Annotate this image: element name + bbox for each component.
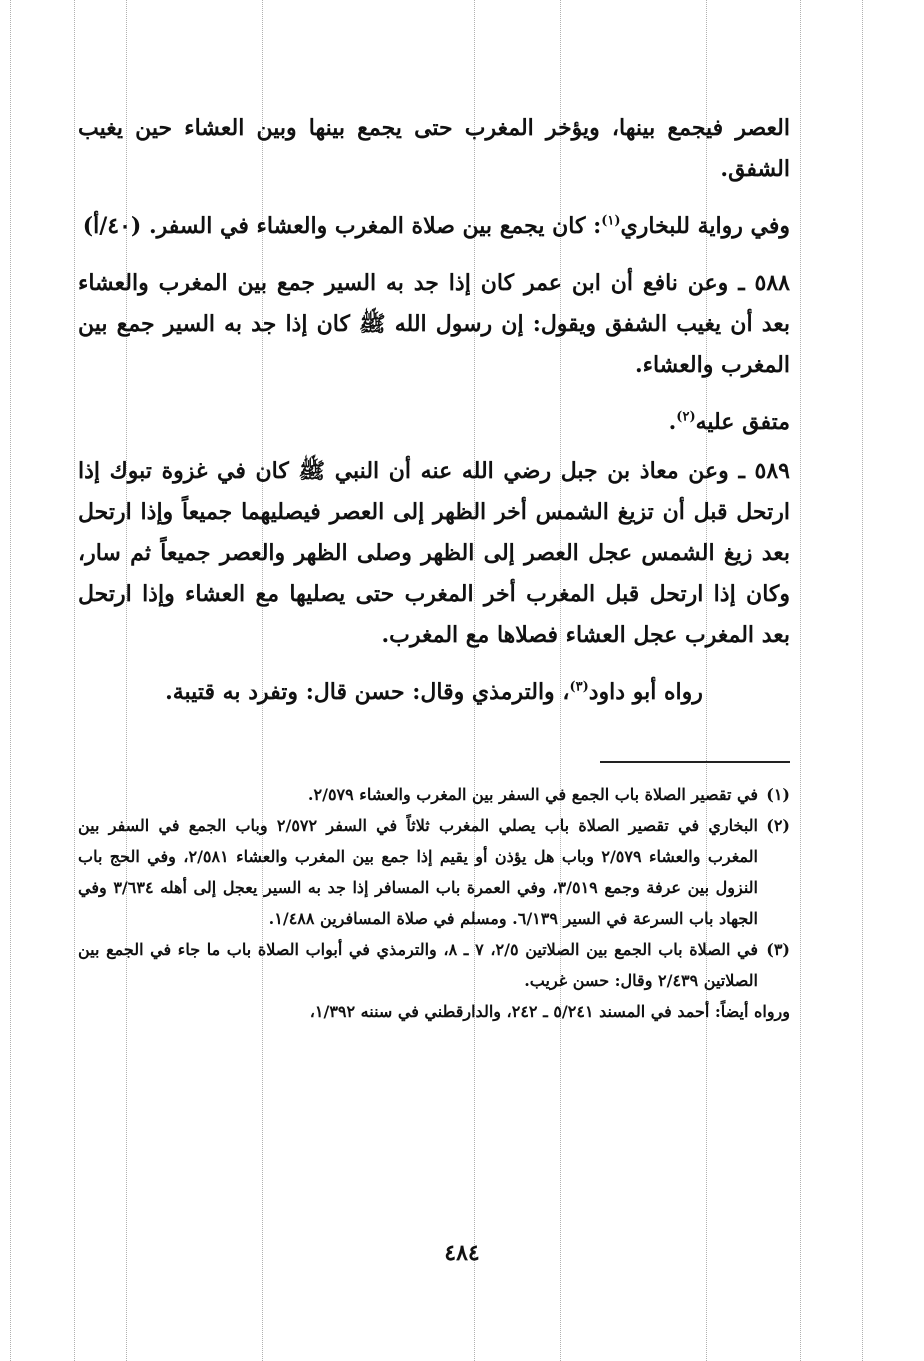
footnote-continuation: ورواه أيضاً: أحمد في المسند ٥/٢٤١ ـ ٢٤٢، والدارقطني في سننه ١/٣٩٢، (309, 1002, 790, 1021)
footnote-text: في الصلاة باب الجمع بين الصلاتين ٢/٥، ٧ ـ ٨، والترمذي في أبواب الصلاة باب ما جاء في الجمع بين الصلاتين ٢/٤٣٩ وقال: حسن غريب. (78, 940, 759, 990)
page-number: ٤٨٤ (444, 1240, 480, 1266)
footnote-text: البخاري في تقصير الصلاة باب يصلي المغرب ثلاثاً في السفر ٢/٥٧٢ وباب الجمع في السفر بين المغرب والعشاء ٢/٥٧٩ وباب هل يؤذن أو يقيم إذا جمع بين المغرب والعشاء ٢/٥٨١، وفي الحج باب النزول بين عرفة وجمع ٣/٥١٩، وفي العمرة باب المسافر إذا جد به السير يعجل إلى أهله ٣/٦٣٤ وفي الجهاد باب السرعة في السير ٦/١٣٩. ومسلم في صلاة المسافرين ١/٤٨٨. (78, 816, 759, 928)
footnote-number: (٣) (766, 940, 790, 959)
footnote-ref-3: (٣) (569, 679, 589, 695)
footnote-number: (٢) (766, 816, 790, 835)
footnote-ref-1: (١) (601, 213, 621, 229)
narration-source-text: ، والترمذي وقال: حسن قال: وتفرد به قتيبة. (165, 679, 570, 705)
paragraph-bukhari-narration (78, 206, 790, 247)
footnote-text: في تقصير الصلاة باب الجمع في السفر بين المغرب والعشاء ٢/٥٧٩. (307, 785, 758, 804)
agreed-upon-period: . (668, 409, 677, 435)
agreed-upon-label: متفق عليه (695, 409, 790, 435)
narration-source: وفي رواية للبخاري (620, 213, 790, 239)
footnote-3 (78, 934, 790, 996)
hadith-588: ٥٨٨ ـ وعن نافع أن ابن عمر كان إذا جد به السير جمع بين المغرب والعشاء بعد أن يغيب الشفق ويقول: إن رسول الله ﷺ كان إذا جد به السير جمع بين المغرب والعشاء. (78, 270, 790, 378)
footnote-ref-2: (٢) (676, 409, 696, 425)
footnote-number: (١) (766, 785, 790, 804)
footnote-divider (600, 761, 790, 763)
scan-guide-line (800, 0, 801, 1361)
scan-guide-line (862, 0, 863, 1361)
hadith-589: ٥٨٩ ـ وعن معاذ بن جبل رضي الله عنه أن النبي ﷺ كان في غزوة تبوك إذا ارتحل قبل أن تزيغ الشمس أخر الظهر إلى العصر فيصليهما جميعاً وإذا ارتحل بعد زيغ الشمس عجل العصر إلى الظهر وصلى الظهر والعصر جميعاً ثم سار، وكان إذا ارتحل قبل المغرب أخر المغرب حتى يصليها مع العشاء وإذا ارتحل بعد المغرب عجل العشاء فصلاها مع المغرب. (78, 458, 790, 648)
scan-guide-line (74, 0, 75, 1361)
narration-text: كان يجمع بين صلاة المغرب والعشاء في السفر. (٤٠/أ) (82, 213, 586, 239)
narration-source-note (78, 672, 790, 713)
narrator-abu-dawud: رواه أبو داود (588, 679, 703, 705)
paragraph-continuation: العصر فيجمع بينها، ويؤخر المغرب حتى يجمع بينها وبين العشاء حين يغيب الشفق. (78, 115, 790, 182)
narration-colon: : (585, 213, 602, 239)
scan-guide-line (10, 0, 11, 1361)
page-body (78, 108, 790, 1027)
footnote-1 (78, 779, 790, 810)
footnote-2 (78, 810, 790, 934)
agreed-upon-note (78, 402, 790, 443)
